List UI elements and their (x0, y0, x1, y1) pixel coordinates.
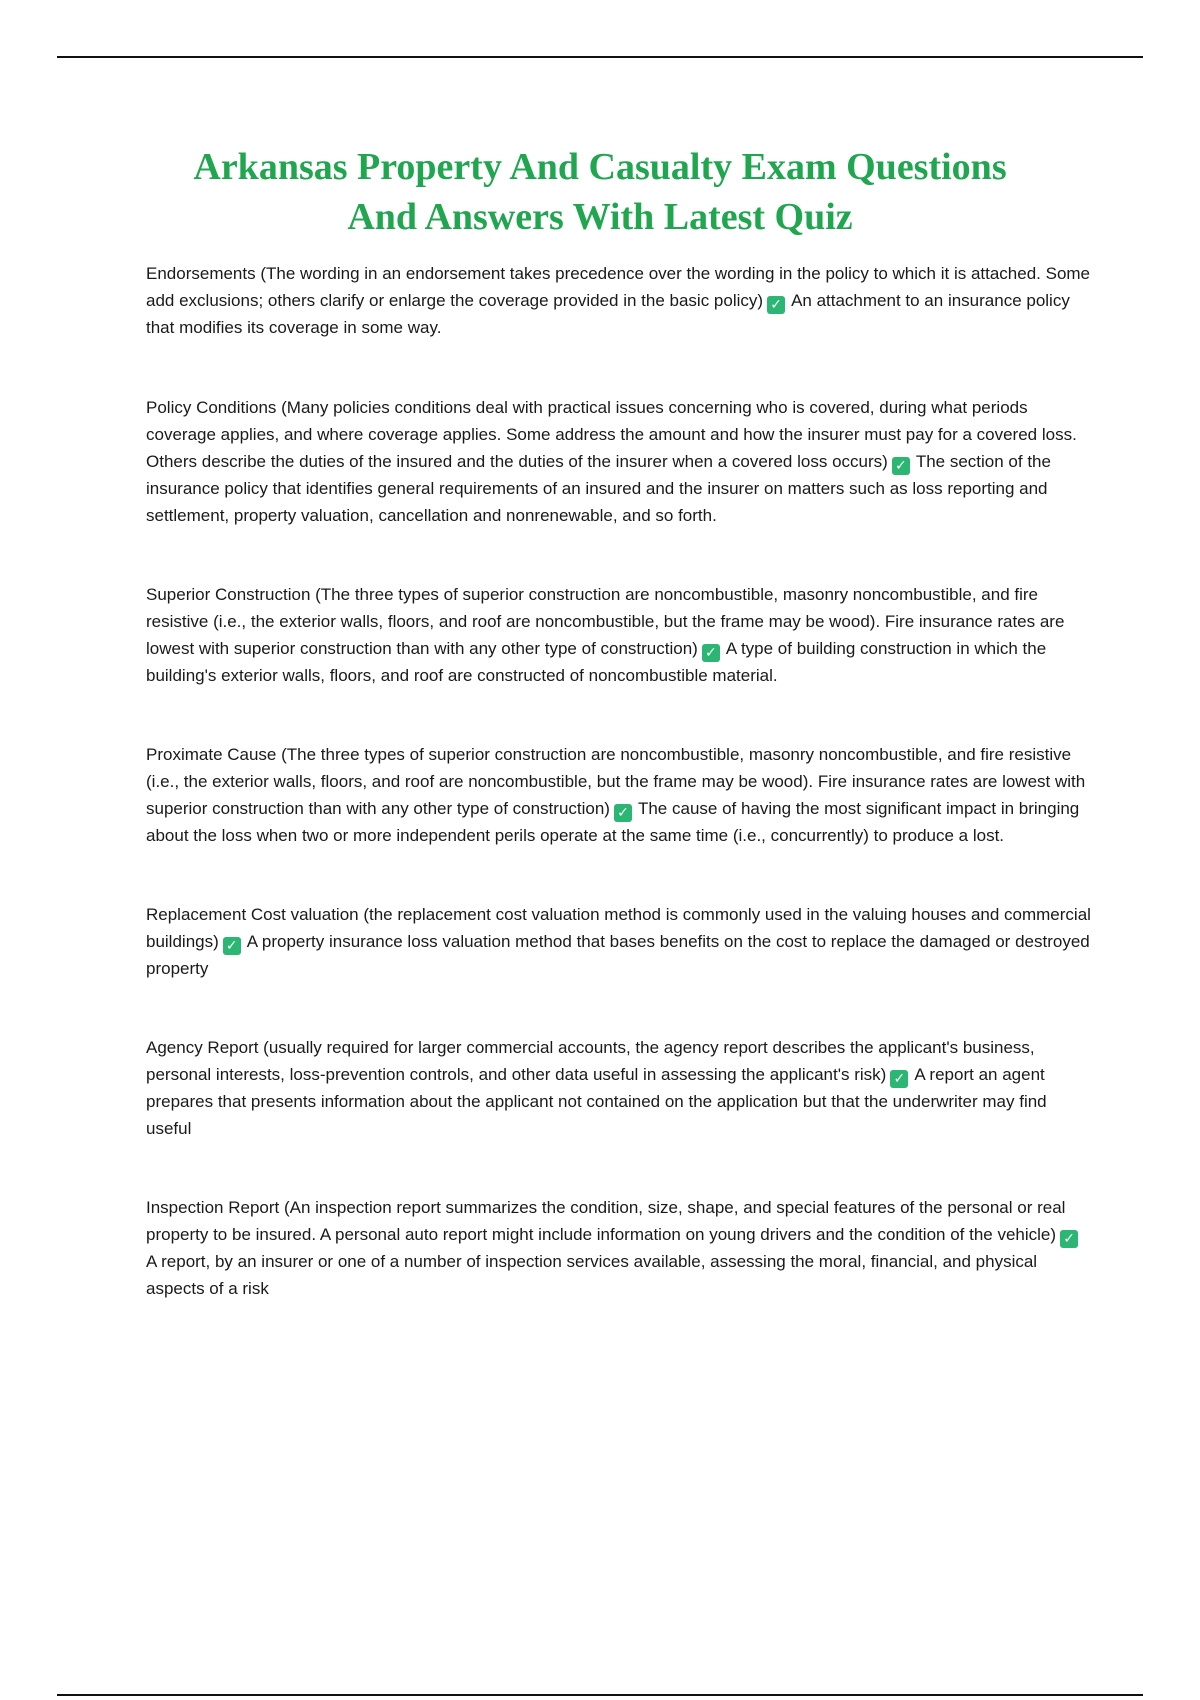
question-text: Superior Construction (The three types of superior construction are noncombustible, masonry noncombustible, and fire resistive (i.e., the exterior walls, floors, and roof are noncombustible, but the frame may be wood). Fire insurance rates are lowest with superior construction than with any other type of construction) (146, 585, 1065, 658)
question-text: Inspection Report (An inspection report summarizes the condition, size, shape, and special features of the personal or real property to be insured. A personal auto report might include information on young drivers and the condition of the vehicle) (146, 1198, 1066, 1244)
answer-text: The section of the insurance policy that identifies general requirements of an insured and the insurer on matters such as loss reporting and settlement, property valuation, cancellation and nonrenewable, and so forth. (146, 452, 1051, 525)
answer-text: A report, by an insurer or one of a number of inspection services available, assessing the moral, financial, and physical aspects of a risk (146, 1252, 1038, 1298)
bottom-rule (57, 1694, 1143, 1696)
qa-list (146, 260, 1094, 1302)
question-text: Replacement Cost valuation (the replacement cost valuation method is commonly used in the valuing houses and commercial buildings) (146, 905, 1091, 951)
check-mark-icon: ✓ (767, 296, 785, 314)
check-mark-icon: ✓ (614, 804, 632, 822)
question-text: Agency Report (usually required for larger commercial accounts, the agency report describes the applicant's business, personal interests, loss-prevention controls, and other data useful in assessing the applicant's risk) (146, 1038, 1035, 1084)
document-title (100, 142, 1100, 242)
qa-entry-agency-report (146, 1034, 1094, 1142)
question-text: Endorsements (The wording in an endorsement takes precedence over the wording in the policy to which it is attached. Some add exclusions; others clarify or enlarge the coverage provided in the basic policy) (146, 264, 1091, 310)
qa-entry-superior-construction (146, 581, 1094, 689)
question-text: Proximate Cause (The three types of superior construction are noncombustible, masonry noncombustible, and fire resistive (i.e., the exterior walls, floors, and roof are noncombustible, but the frame may be wood). Fire insurance rates are lowest with superior construction than with any other type of construction) (146, 745, 1086, 818)
qa-entry-endorsements (146, 260, 1094, 341)
qa-entry-policy-conditions (146, 394, 1094, 529)
title-line-2: And Answers With Latest Quiz (347, 196, 853, 238)
check-mark-icon: ✓ (1060, 1230, 1078, 1248)
check-mark-icon: ✓ (890, 1070, 908, 1088)
question-text: Policy Conditions (Many policies conditions deal with practical issues concerning who is covered, during what periods coverage applies, and where coverage applies. Some address the amount and how the insurer must pay for a covered loss. Others describe the duties of the insured and the duties of the insurer when a covered loss occurs) (146, 398, 1077, 471)
qa-entry-replacement-cost (146, 901, 1094, 982)
check-mark-icon: ✓ (892, 457, 910, 475)
answer-text: A report an agent prepares that presents information about the applicant not contained on the application but that the underwriter may find useful (146, 1065, 1047, 1138)
answer-text: An attachment to an insurance policy that modifies its coverage in some way. (146, 291, 1070, 337)
check-mark-icon: ✓ (702, 644, 720, 662)
top-rule (57, 56, 1143, 58)
answer-text: The cause of having the most significant impact in bringing about the loss when two or more independent perils operate at the same time (i.e., concurrently) to produce a lost. (146, 799, 1080, 845)
qa-entry-inspection-report (146, 1194, 1094, 1302)
check-mark-icon: ✓ (223, 937, 241, 955)
qa-entry-proximate-cause (146, 741, 1094, 849)
title-line-1: Arkansas Property And Casualty Exam Questions (193, 146, 1007, 188)
answer-text: A type of building construction in which the building's exterior walls, floors, and roof are constructed of noncombustible material. (146, 639, 1047, 685)
answer-text: A property insurance loss valuation method that bases benefits on the cost to replace the damaged or destroyed property (146, 932, 1090, 978)
